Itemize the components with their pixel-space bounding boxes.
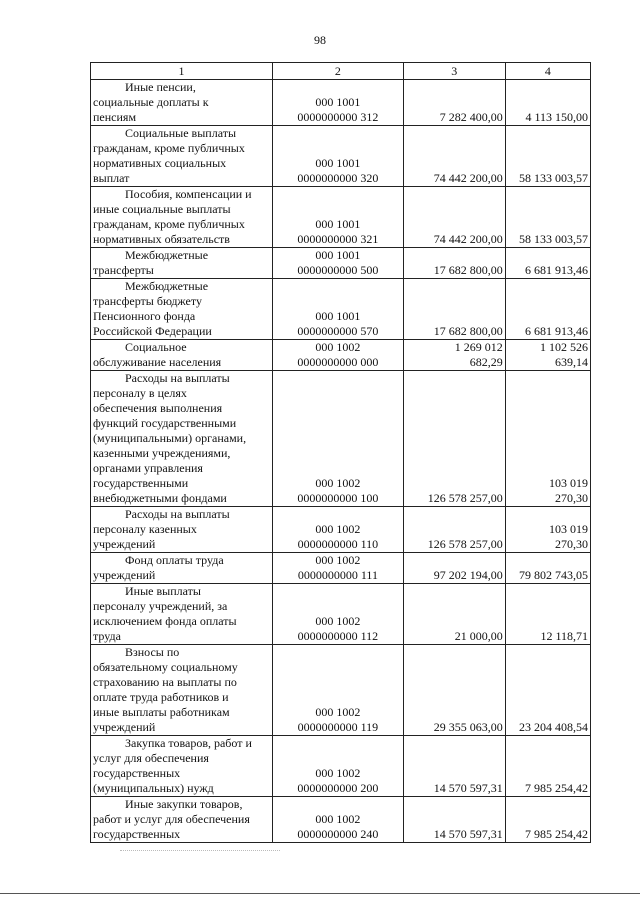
table-row <box>91 507 591 553</box>
row-budget-code: 000 1002 0000000000 119 <box>272 645 403 736</box>
row-approved-amount: 7 282 400,00 <box>403 80 505 126</box>
row-budget-code: 000 1001 0000000000 500 <box>272 248 403 279</box>
row-expense-name <box>91 645 273 736</box>
page-number: 98 <box>314 33 326 47</box>
row-executed-amount: 23 204 408,54 <box>505 645 590 736</box>
row-executed-amount: 7 985 254,42 <box>505 797 590 843</box>
row-expense-name <box>91 584 273 645</box>
column-header-4: 4 <box>505 63 590 80</box>
table-row <box>91 371 591 507</box>
column-header-3: 3 <box>403 63 505 80</box>
row-approved-amount: 1 269 012 682,29 <box>403 340 505 371</box>
row-approved-amount: 21 000,00 <box>403 584 505 645</box>
column-header-2: 2 <box>272 63 403 80</box>
row-approved-amount: 126 578 257,00 <box>403 371 505 507</box>
row-expense-name-text: Взносы по обязательному социальному страхованию на выплаты по оплате труда работников и иные выплаты работникам учреждений <box>93 645 238 734</box>
row-expense-name-text: Иные закупки товаров, работ и услуг для обеспечения государственных <box>93 797 250 841</box>
row-approved-amount: 17 682 800,00 <box>403 248 505 279</box>
row-expense-name-text: Закупка товаров, работ и услуг для обеспечения государственных (муниципальных) нужд <box>93 736 252 795</box>
row-expense-name <box>91 80 273 126</box>
row-budget-code: 000 1002 0000000000 111 <box>272 553 403 584</box>
row-expense-name-text: Иные выплаты персоналу учреждений, за исключением фонда оплаты труда <box>93 584 237 643</box>
row-executed-amount: 103 019 270,30 <box>505 371 590 507</box>
row-budget-code: 000 1002 0000000000 110 <box>272 507 403 553</box>
row-expense-name <box>91 279 273 340</box>
row-approved-amount: 74 442 200,00 <box>403 126 505 187</box>
row-budget-code: 000 1001 0000000000 570 <box>272 279 403 340</box>
column-header-1: 1 <box>91 63 273 80</box>
row-executed-amount: 7 985 254,42 <box>505 736 590 797</box>
row-expense-name-text: Социальные выплаты гражданам, кроме публичных нормативных социальных выплат <box>93 126 245 185</box>
row-executed-amount: 58 133 003,57 <box>505 187 590 248</box>
row-expense-name <box>91 553 273 584</box>
row-expense-name <box>91 126 273 187</box>
row-budget-code: 000 1002 0000000000 200 <box>272 736 403 797</box>
table-row <box>91 584 591 645</box>
row-expense-name-text: Социальное обслуживание населения <box>93 340 222 369</box>
row-expense-name-text: Межбюджетные трансферты <box>93 248 209 277</box>
row-expense-name-text: Пособия, компенсации и иные социальные выплаты гражданам, кроме публичных нормативных обязательств <box>93 187 252 246</box>
row-expense-name-text: Расходы на выплаты персоналу казенных учреждений <box>93 507 230 551</box>
row-executed-amount: 4 113 150,00 <box>505 80 590 126</box>
row-expense-name <box>91 371 273 507</box>
row-approved-amount: 17 682 800,00 <box>403 279 505 340</box>
row-expense-name <box>91 340 273 371</box>
table-row <box>91 187 591 248</box>
table-row <box>91 279 591 340</box>
row-executed-amount: 6 681 913,46 <box>505 279 590 340</box>
table-row <box>91 797 591 843</box>
scan-artifact <box>120 850 280 852</box>
row-expense-name <box>91 797 273 843</box>
row-budget-code: 000 1001 0000000000 320 <box>272 126 403 187</box>
row-executed-amount: 79 802 743,05 <box>505 553 590 584</box>
row-budget-code: 000 1002 0000000000 100 <box>272 371 403 507</box>
table-row <box>91 340 591 371</box>
row-budget-code: 000 1002 0000000000 112 <box>272 584 403 645</box>
row-approved-amount: 97 202 194,00 <box>403 553 505 584</box>
row-executed-amount: 6 681 913,46 <box>505 248 590 279</box>
table-row <box>91 736 591 797</box>
table-row <box>91 645 591 736</box>
row-expense-name-text: Расходы на выплаты персоналу в целях обеспечения выполнения функций государственными (муниципальными) органами, казенными учреждениями, органами управления государственными внебюджетными фондами <box>93 371 247 505</box>
row-budget-code: 000 1002 0000000000 000 <box>272 340 403 371</box>
row-executed-amount: 58 133 003,57 <box>505 126 590 187</box>
row-approved-amount: 14 570 597,31 <box>403 797 505 843</box>
row-executed-amount: 103 019 270,30 <box>505 507 590 553</box>
row-expense-name <box>91 248 273 279</box>
row-budget-code: 000 1001 0000000000 321 <box>272 187 403 248</box>
row-approved-amount: 126 578 257,00 <box>403 507 505 553</box>
row-expense-name <box>91 187 273 248</box>
row-expense-name-text: Иные пенсии, социальные доплаты к пенсиям <box>93 80 209 124</box>
row-executed-amount: 1 102 526 639,14 <box>505 340 590 371</box>
budget-table <box>90 62 591 843</box>
row-approved-amount: 74 442 200,00 <box>403 187 505 248</box>
table-row <box>91 80 591 126</box>
row-expense-name-text: Межбюджетные трансферты бюджету Пенсионного фонда Российской Федерации <box>93 279 212 338</box>
table-row <box>91 126 591 187</box>
table-row <box>91 553 591 584</box>
row-approved-amount: 29 355 063,00 <box>403 645 505 736</box>
table-header-row <box>91 63 591 80</box>
row-expense-name <box>91 736 273 797</box>
table-row <box>91 248 591 279</box>
row-approved-amount: 14 570 597,31 <box>403 736 505 797</box>
table-body <box>91 80 591 843</box>
row-expense-name <box>91 507 273 553</box>
row-executed-amount: 12 118,71 <box>505 584 590 645</box>
row-budget-code: 000 1001 0000000000 312 <box>272 80 403 126</box>
row-expense-name-text: Фонд оплаты труда учреждений <box>93 553 224 582</box>
page-bottom-edge <box>0 893 640 894</box>
row-budget-code: 000 1002 0000000000 240 <box>272 797 403 843</box>
